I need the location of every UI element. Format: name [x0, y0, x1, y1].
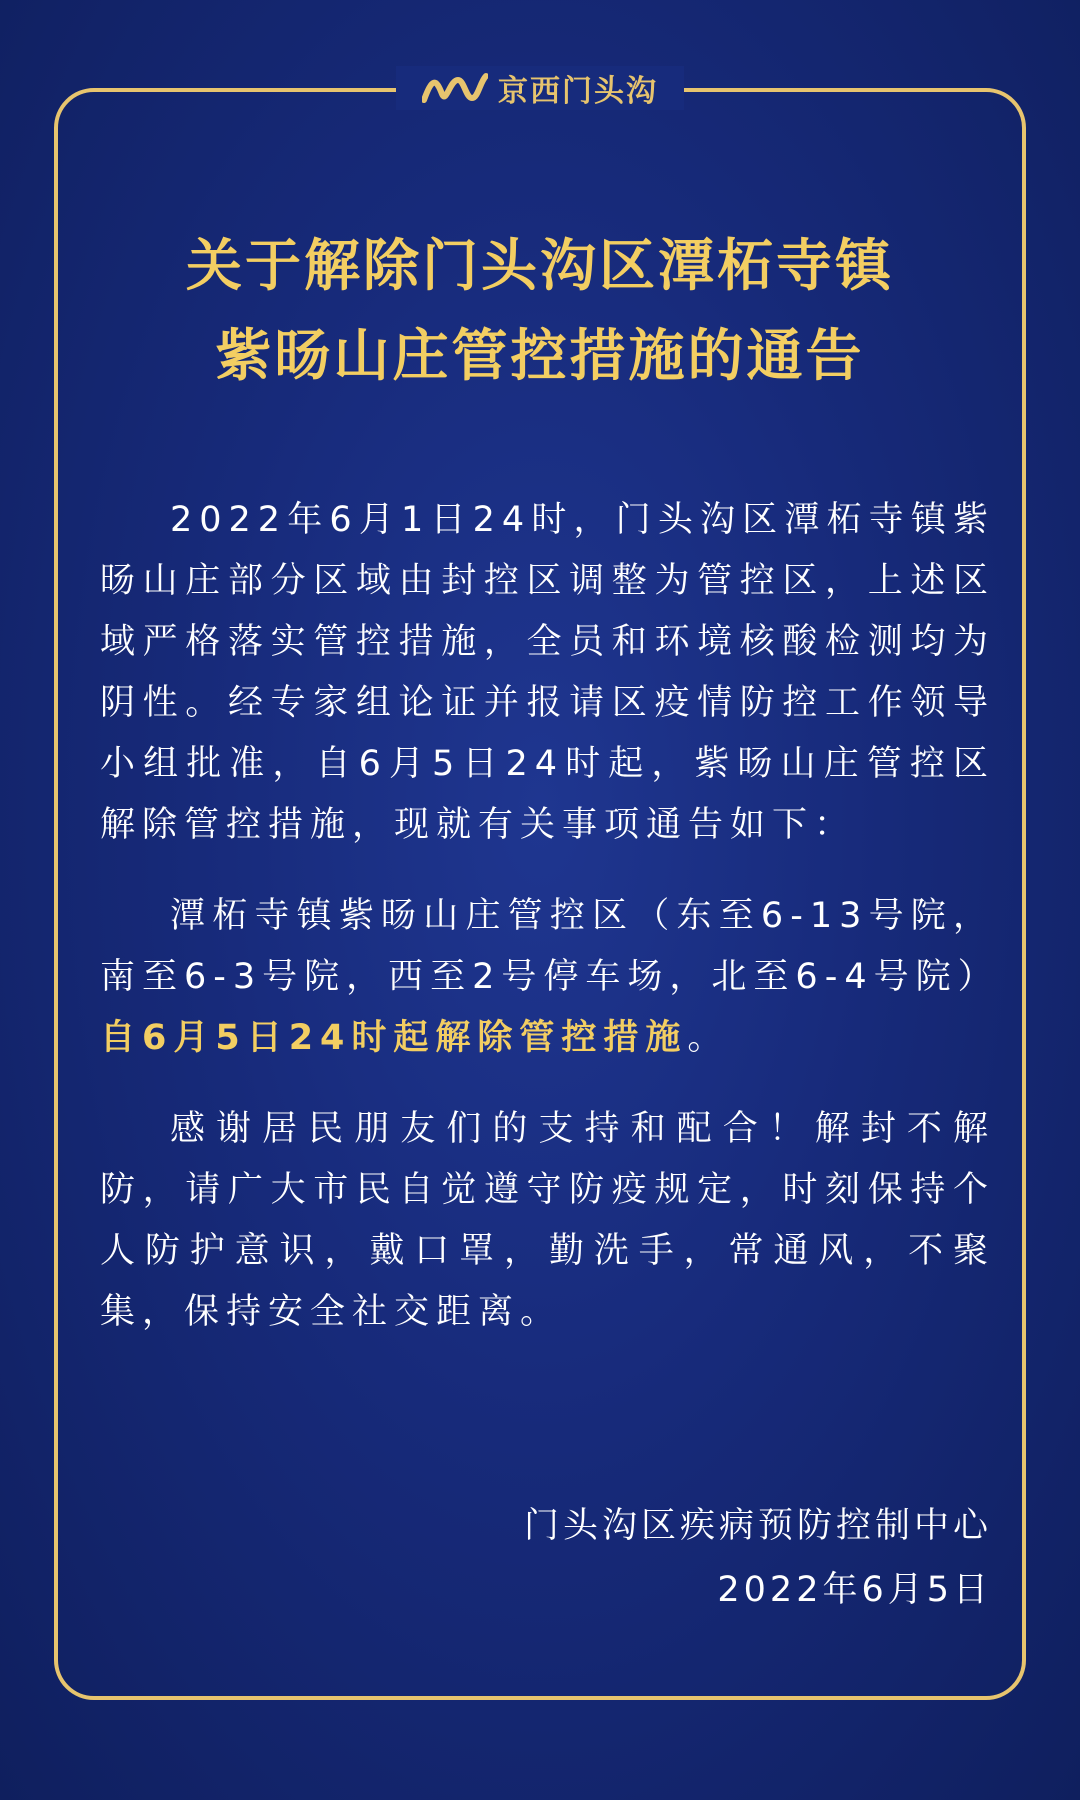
title-line-1: 关于解除门头沟区潭柘寺镇: [186, 234, 894, 299]
page-title: [0, 222, 1080, 402]
signature-date: 2022年6月5日: [717, 1570, 992, 1610]
brand-name: 京西门头沟: [498, 74, 658, 109]
paragraph-2-end: 。: [687, 1018, 730, 1058]
header-badge: [396, 66, 684, 110]
paragraph-1: 2022年6月1日24时，门头沟区潭柘寺镇紫旸山庄部分区域由封控区调整为管控区，上述区域严格落实管控措施，全员和环境核酸检测均为阴性。经专家组论证并报请区疫情防控工作领导小组批准，自6月5日24时起，紫旸山庄管控区解除管控措施，现就有关事项通告如下：: [100, 500, 995, 845]
signature-block: [524, 1494, 992, 1622]
title-line-2: 紫旸山庄管控措施的通告: [215, 324, 865, 389]
paragraph-2-main: 潭柘寺镇紫旸山庄管控区（东至6-13号院，南至6-3号院，西至2号停车场，北至6-4号院）: [100, 896, 1000, 997]
paragraph-2: [100, 886, 1000, 1069]
paragraph-2-highlight: 自6月5日24时起解除管控措施: [100, 1018, 688, 1058]
wave-mountain-icon: [422, 72, 488, 104]
signature-organization: 门头沟区疾病预防控制中心: [523, 1506, 992, 1546]
notice-body: [100, 490, 1000, 1373]
paragraph-3: 感谢居民朋友们的支持和配合！解封不解防，请广大市民自觉遵守防疫规定，时刻保持个人防护意识，戴口罩，勤洗手，常通风，不聚集，保持安全社交距离。: [100, 1109, 995, 1332]
